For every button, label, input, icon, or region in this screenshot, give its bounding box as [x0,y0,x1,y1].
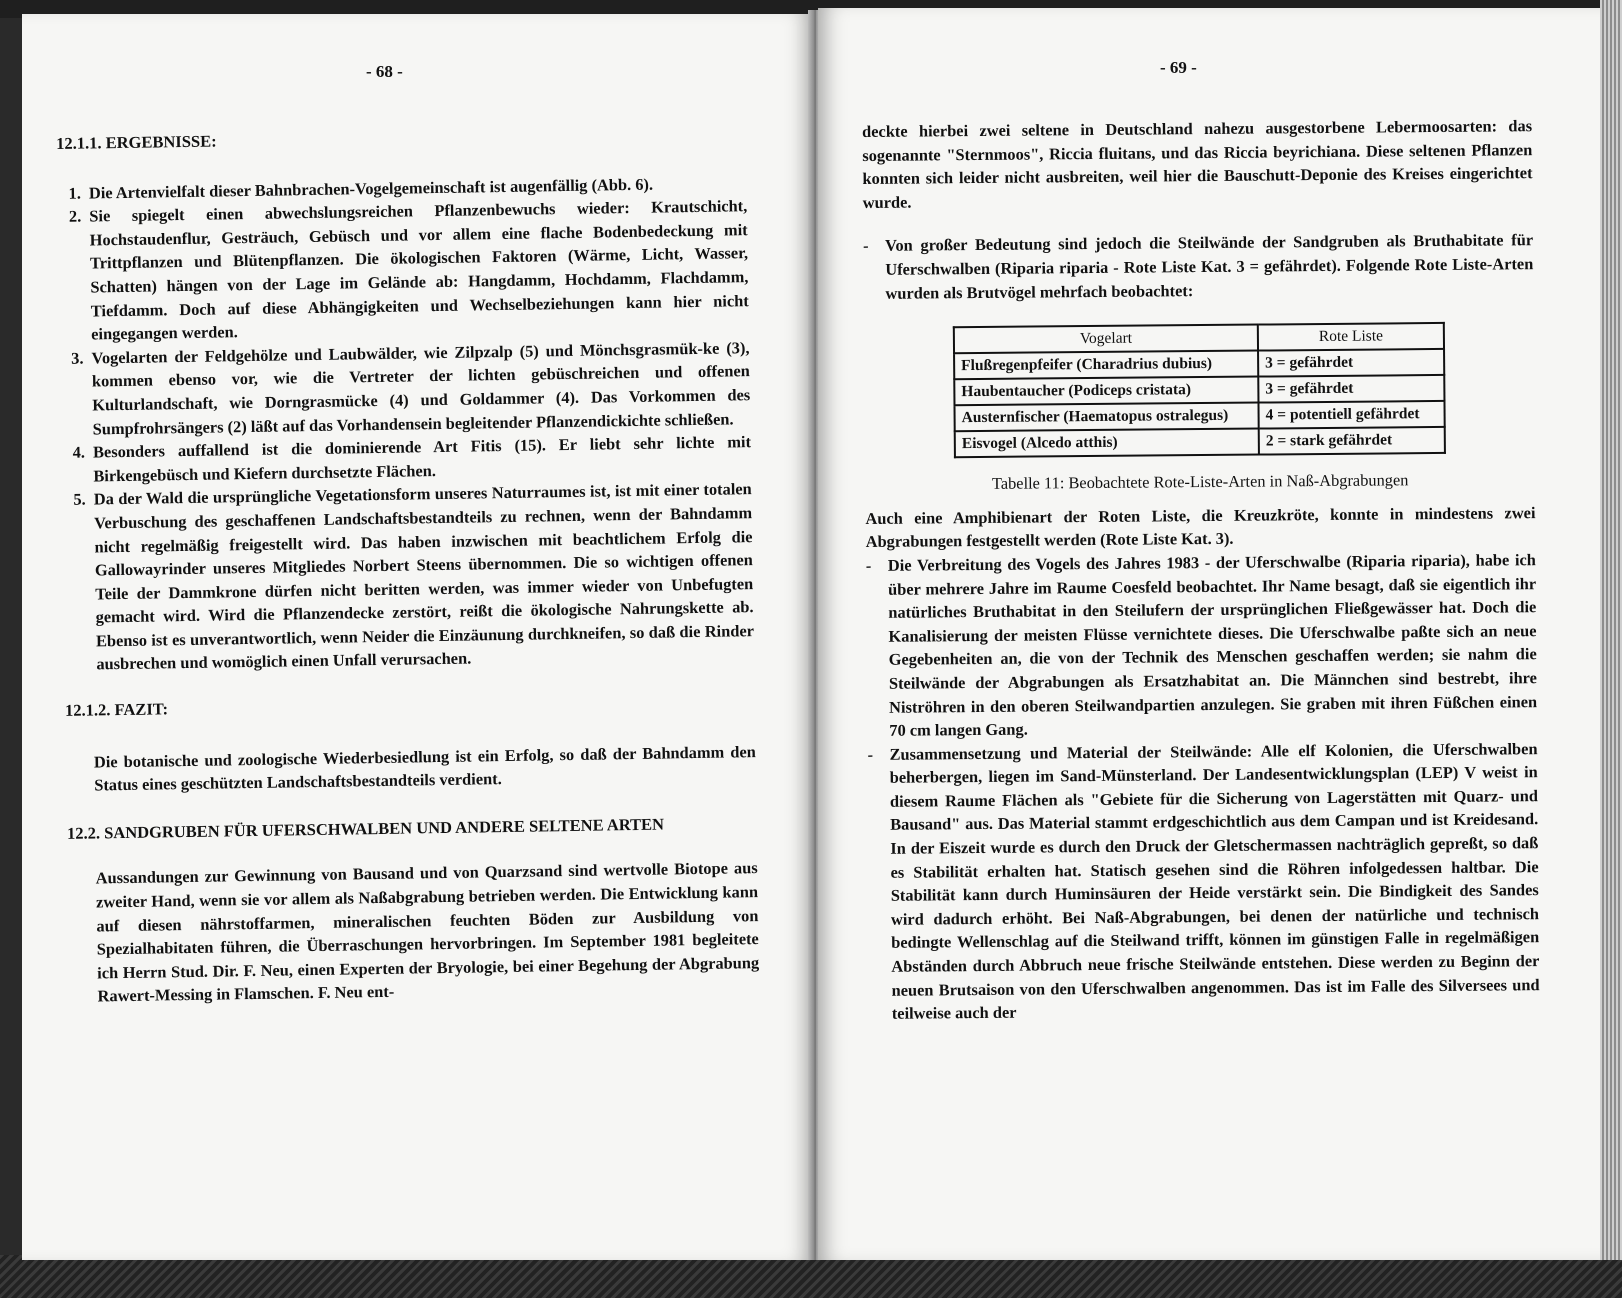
header-rote-liste: Rote Liste [1258,323,1444,351]
result-item-5: 5. Da der Wald die ursprüngliche Vegetationsform unseres Naturraumes ist, ist mit einer totalen Verbuschung des geschaffenen Landschaftsbestandteils zu rechnen, wenn der Bahndamm nicht regelmäßig freigestellt wird. Das haben inzwischen mit beachtlichem Erfolg die Gallowayrinder unseres Mitgliedes Norbert Steens übernommen. Die so wichtigen offenen Teile der Dammkrone dürfen nicht beritten werden, was immer wieder von Unbefugten gemacht wird. Wird die Pflanzendecke zerstört, reißt die ökologische Nahrungskette ab. Ebenso ist es unverantwortlich, wenn Neider die Einzäunung durchkneifen, so daß die Rinder ausbrechen und womöglich einen Unfall verursachen. [90,477,755,676]
table-cell-category: 2 = stark gefährdet [1259,427,1445,455]
page-number-69: - 69 - [1160,58,1197,77]
red-list-table [953,322,1446,458]
red-list-table-wrap [864,321,1535,459]
left-page-content [56,121,760,1009]
moss-paragraph: deckte hierbei zwei seltene in Deutschland nahezu ausgestorbene Lebermoosarten: das sogenannte "Sternmoos", Riccia fluitans, und das Riccia beyrichiana. Diese seltenen Pflanzen konnten sich leider nicht ausbreiten, weil hier die Bauschutt-Deponie des Kreises eingerichtet wurde. [862,116,1533,212]
table-caption: Tabelle 11: Beobachtete Rote-Liste-Arten in Naß-Abgrabungen [991,470,1409,494]
heading-fazit: 12.1.2. FAZIT: [64,699,169,720]
results-list [57,171,755,677]
right-page-content [862,114,1540,1026]
right-page [818,8,1602,1260]
table-cell-category: 3 = gefährdet [1258,375,1444,403]
heading-ergebnisse: 12.1.1. ERGEBNISSE: [56,131,217,153]
left-page [22,14,812,1260]
table-row [955,427,1445,457]
table-cell-category: 4 = potentiell gefährdet [1258,401,1444,429]
page-edge-stack [1600,0,1622,1260]
result-item-1: 1. Die Artenvielfalt dieser Bahnbrachen-Vogelgemeinschaft ist augenfällig (Abb. 6). [85,171,747,205]
result-item-4: 4. Besonders auffallend ist die dominierende Art Fitis (15). Er liebt sehr lichte mit Birkengebüsch und Kiefern durchsetzte Flächen. [89,430,752,488]
table-cell-category: 3 = gefährdet [1258,349,1444,377]
table-cell-species: Haubentaucher (Podiceps cristata) [954,377,1258,406]
header-vogelart: Vogelart [954,325,1258,354]
table-cell-species: Austernfischer (Haematopus ostralegus) [954,403,1258,432]
heading-sandgruben: 12.2. SANDGRUBEN FÜR UFERSCHWALBEN UND ANDERE SELTENE ARTEN [66,814,665,843]
table-cell-species: Flußregenpfeifer (Charadrius dubius) [954,351,1258,380]
amphibian-paragraph: Auch eine Amphibienart der Roten Liste, die Kreuzkröte, konnte in mindestens zwei Abgrabungen festgestellt werden (Rote Liste Kat. 3). [865,502,1536,552]
table-cell-species: Eisvogel (Alcedo atthis) [955,429,1259,458]
sandgruben-paragraph: Aussandungen zur Gewinnung von Bausand und von Quarzsand sind wertvolle Biotope aus zweiter Hand, wenn sie vor allem als Naßabgrabung betrieben werden. Die Entwicklung kann auf diesen nährstoffarmen, mineralischen feuchten Böden zur Ausbildung von Spezialhabitaten führen, die Überraschungen hervorbringen. Im September 1981 begleitete ich Herrn Stud. Dir. F. Neu, einen Experten der Bryologie, bei einer Begehung der Abgrabung Rawert-Messing in Flamschen. F. Neu ent- [95,858,760,1006]
scan-background-bottom [0,1255,1622,1298]
result-item-2: 2. Sie spiegelt einen abwechslungsreichen Pflanzenbewuchs wieder: Krautschicht, Hochstaudenflur, Gesträuch, Gebüsch und vor allem eine flache Bodenbedeckung mit Trittpflanzen und Blütenpflanzen. Die ökologischen Faktoren (Wärme, Licht, Wasser, Schatten) hängen von der Lage im Gelände ab: Hangdamm, Hochdamm, Flachdamm, Tiefdamm. Doch auf diese Abhängigkeiten und Wechselbeziehungen kann hier nicht eingegangen werden. [85,194,749,346]
fazit-paragraph: Die botanische und zoologische Wiederbesiedlung ist ein Erfolg, so daß der Bahndamm den Status eines geschützten Landschaftsbestandteils verdient. [93,741,756,795]
page-number-68: - 68 - [366,62,403,81]
uferschwalbe-bullet: - Die Verbreitung des Vogels des Jahres 1983 - der Uferschwalbe (Riparia riparia), habe ich über mehrere Jahre im Raume Coesfeld beobachtet. Ihr Name besagt, daß sie eigentlich ihr natürliches Bruthabitat in den Steilufern der ursprünglichen Fließgewässer hat. Doch die Kanalisierung der meisten Flüsse vernichtete dieses. Die Uferschwalbe paßte sich an neue Gegebenheiten an, die von der Technik des Menschen geschaffen werden; sie nahm die Steilwände der Abgrabungen als Ersatzhabitat an. Die Männchen sind bestrebt, ihre Niströhren in den oberen Steilwandpartien anzulegen. Sie graben mit ihren Füßchen einen 70 cm langen Gang. [866,548,1538,743]
steilwand-material-bullet: - Zusammensetzung und Material der Steilwände: Alle elf Kolonien, die Uferschwalben beherbergen, liegen im Sand-Münsterland. Der Landesentwicklungsplan (LEP) V weist in diesem Raume Flächen als "Gebiete für die Sicherung von Lagerstätten mit Quarz- und Bausand" aus. Das Material stammt erdgeschichtlich aus dem Campan und ist Kreidesand. In der Eiszeit wurde es durch den Druck der Gletschermassen nachträglich gepreßt, so daß es Stabilität erhalten hat. Statisch gesehen sind die Röhren infolgedessen haltbar. Die Stabilität kann durch Huminsäuren der Heide verstärkt sein. Die Bindigkeit des Sandes wird dadurch erhöht. Bei Naß-Abgrabungen, bei denen der natürliche und technisch bedingte Wellenschlag auf die Steilwand trifft, können im günstigen Falle in regelmäßigen Abständen durch Abbruch neue frische Steilwände entstehen. Diese werden zu Beginn der neuen Brutsaison von den Uferschwalben angenommen. Das ist im Falle des Silversees und teilweise auch der [867,737,1539,1026]
result-item-3: 3. Vogelarten der Feldgehölze und Laubwälder, wie Zilpzalp (5) und Mönchsgrasmük-ke (3), kommen ebenso vor, wie die Vertreter der lichten gebüschreichen und offenen Kulturlandschaft, wie Dorngrasmücke (4) und Goldammer (4). Das Vorkommen des Sumpfrohrsängers (2) läßt auf das Vorhandensein begleitender Pflanzendickichte schließen. [87,336,750,441]
steilwand-bullet: - Von großer Bedeutung sind jedoch die Steilwände der Sandgruben als Bruthabitate für Uferschwalben (Riparia riparia - Rote Liste Kat. 3 = gefährdet). Folgende Rote Liste-Arten wurden als Brutvögel mehrfach beobachtet: [863,229,1534,306]
